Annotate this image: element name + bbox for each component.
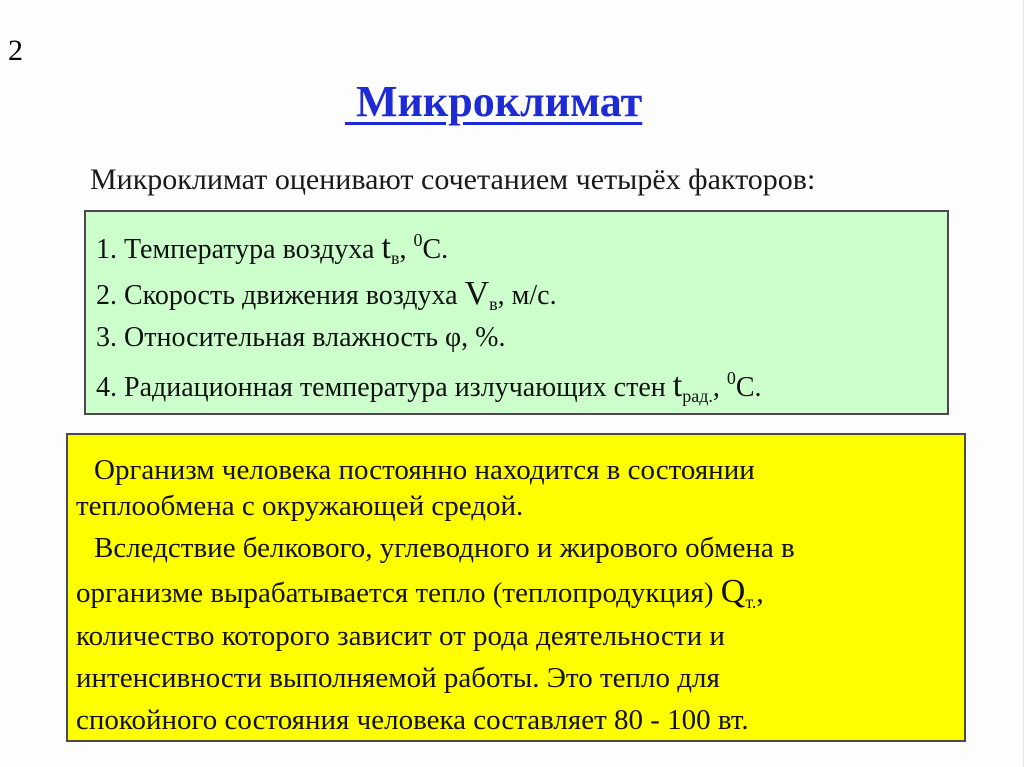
factor-subscript: в [390, 248, 400, 268]
info-line: интенсивности выполняемой работы. Это тепло для [76, 662, 720, 694]
factor-item-temperature [96, 229, 448, 269]
factor-separator: , [399, 234, 414, 265]
info-text-suffix: , [756, 577, 764, 609]
heat-subscript: т. [745, 592, 757, 612]
factor-unit: С. [735, 372, 762, 403]
factor-subscript: в [489, 294, 498, 314]
info-box [66, 433, 966, 742]
factor-separator: , [712, 372, 727, 403]
factor-text: 2. Скорость движения воздуха [96, 280, 465, 311]
factor-symbol: t [672, 367, 683, 404]
factor-unit: , м/с. [497, 280, 557, 311]
factors-box [84, 210, 949, 415]
info-line: спокойного состояния человека составляет 80 - 100 вт. [76, 704, 749, 736]
factor-symbol: t [381, 229, 391, 266]
info-line: теплообмена с окружающей средой. [76, 490, 524, 522]
info-line: Вследствие белкового, углеводного и жирового обмена в [94, 532, 795, 564]
factor-item-radiant-temperature [96, 367, 762, 407]
factor-item-air-speed [96, 275, 557, 315]
factor-text: 1. Температура воздуха [96, 234, 382, 265]
factor-unit: , %. [461, 322, 506, 353]
heat-symbol: Q [720, 573, 746, 610]
factor-superscript: 0 [413, 230, 423, 250]
factor-item-humidity [96, 322, 505, 354]
info-line: количество которого зависит от рода деятельности и [76, 620, 725, 652]
factor-unit: С. [422, 234, 449, 265]
slide-number: 2 [8, 34, 23, 67]
factor-text: 4. Радиационная температура излучающих стен [96, 372, 673, 403]
info-line: Организм человека постоянно находится в состоянии [94, 454, 755, 486]
factor-text: 3. Относительная влажность [96, 322, 445, 353]
intro-text: Микроклимат оценивают сочетанием четырёх факторов: [90, 163, 816, 196]
info-text: организме вырабатывается тепло (теплопродукция) [76, 577, 721, 609]
factor-symbol: φ [444, 322, 462, 353]
factor-superscript: 0 [726, 368, 736, 388]
factor-subscript: рад. [682, 386, 713, 406]
factor-symbol: V [464, 275, 490, 312]
slide-title: Микроклимат [345, 77, 643, 126]
